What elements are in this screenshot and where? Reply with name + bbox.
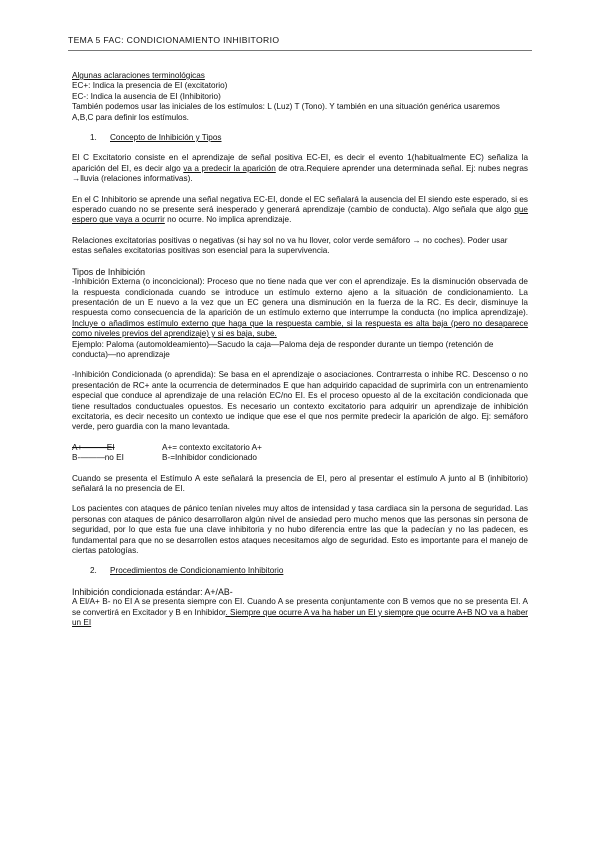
paragraph-ejemplo: Ejemplo: Paloma (automoldeamiento)—Sacudo la caja—Paloma deja de responder durante un tiempo (retención de conducta)—no aprendizaje <box>72 339 494 359</box>
document-body <box>72 71 528 628</box>
section-title-text: Procedimientos de Condicionamiento Inhibitorio <box>110 566 284 576</box>
diagram-arrow-a: A+———EI <box>72 442 115 452</box>
paragraph-estandar <box>72 597 528 628</box>
paragraph-inhibicion-externa <box>72 277 528 339</box>
underlined-text: que espero que vaya a ocurrir <box>72 205 528 225</box>
diagram-arrow-b: B-———no EI <box>72 453 124 463</box>
diagram-row <box>72 443 528 453</box>
section-2-title <box>72 566 528 576</box>
section-number: 1. <box>90 133 97 143</box>
underlined-text: . Siempre que ocurre A va ha haber un EI y siempre que ocurre A+B NO va a haber un EI <box>72 607 528 628</box>
header-divider <box>68 50 532 51</box>
aclaraciones-line: EC-: Indica la ausencia de EI (Inhibitorio) <box>72 91 221 101</box>
text-run: -Inhibición Externa (o inconcicional): Proceso que no tiene nada que ver con el aprendizaje. Es la disminución observada de la respuesta condicionada cuando se introduce un estímulo externo ajeno a la situación de condicionamiento. La presentación de un E nuevo a la vez que un EC genera una disminución en la fuerza de la RC. Es decir, disminuye la respuesta como consecuencia de la aparición de un estímulo externo que interrumpe la conducta (no implica aprendizaje). <box>72 277 528 318</box>
text-run: En el C Inhibitorio se aprende una señal negativa EC-EI, donde el EC señalará la ausencia del EI siendo este esperado, si es esperado cuando no se presente será inesperado y generará aprendizaje (cambio de conducta). Algo señala que algo <box>72 194 528 215</box>
paragraph-estimulo: Cuando se presenta el Estímulo A este señalará la presencia de EI, pero al presentar el estímulo A junto al B (inhibitorio) señalará la no presencia de EI. <box>72 473 528 493</box>
diagram-row <box>72 453 528 463</box>
text-run: El C Excitatorio consiste en el aprendizaje de señal positiva EC-EI, es decir el evento 1(habitualmente EC) señaliza la aparición del EI, es decir algo <box>72 153 528 173</box>
page-header: TEMA 5 FAC: CONDICIONAMIENTO INHIBITORIO <box>68 35 280 45</box>
text-run: de otra.Requiere aprender una determinada señal. Ej: nubes negras →lluvia (relaciones informativas). <box>72 163 529 184</box>
underlined-text: Incluye o añadimos estímulo externo que haga que la respuesta cambie, si la respuesta es alta baja (pero no desaparece como niveles previos del aprendizaje) y si es baja, sube. <box>72 318 528 339</box>
paragraph-panico: Los pacientes con ataques de pánico tenían niveles muy altos de intensidad y tasa cardiaca sin la persona de seguridad. Las personas con ataques de pánico desarrollaron algún nivel de ansiedad pero mucho menos que las personas sin persona de seguridad, por lo que esta fue una clave inhibitoria y no hubo diferencia entre las que la padecían y no las padecen, es fundamental para que no se desarrollen estos ataques necesitamos algo de seguridad. Esto es importante para el manejo de ciertas patologías. <box>72 504 528 556</box>
text-run: A EI/A+ B- no EI A se presenta siempre con EI. Cuando A se presenta conjuntamente con B vemos que no se presenta EI. A se convertirá en Excitador y B en Inhibidor <box>72 597 528 617</box>
text-run: no ocurre. No implica aprendizaje. <box>164 215 292 225</box>
tipos-heading: Tipos de Inhibición <box>72 266 146 277</box>
paragraph-inhibitorio <box>72 195 528 226</box>
paragraph-inhibicion-condicionada: -Inhibición Condicionada (o aprendida): Se basa en el aprendizaje o asociaciones. Contrarresta o inhibe RC. Descenso o no presentación de RC+ ante la ocurrencia de determinados E que han adquirido capacidad de suprimirla con un entrenamiento especial que conduce al aprendizaje de una relación EC/no EI. Es el proceso opuesto al de la excitación condicionada que tiene resultados conductuales opuestos. Es necesario un contexto excitatorio para adquirir un aprendizaje de inhibición excitatoria, es decir necesito un contexto ue indique que ese el que nos permite predecir la aparición de algo. Ej: semáforo verde, pero guardia con la mano levantada. <box>72 370 528 432</box>
aclaraciones-line: A,B,C para definir los estímulos. <box>72 112 189 122</box>
paragraph-excitatorio <box>72 153 528 184</box>
section-number: 2. <box>90 566 97 576</box>
diagram-label: B-=Inhibidor condicionado <box>162 453 257 463</box>
underlined-text: va a predecir la aparición <box>183 163 276 173</box>
section-1-title <box>72 133 528 143</box>
aclaraciones-line: EC+: Indica la presencia de EI (excitatorio) <box>72 81 228 91</box>
aclaraciones-heading: Algunas aclaraciones terminológicas <box>72 71 205 80</box>
diagram-label: A+= contexto excitatorio A+ <box>162 442 262 452</box>
section-title-text: Concepto de Inhibición y Tipos <box>110 133 222 143</box>
aclaraciones-line: También podemos usar las iniciales de los estímulos: L (Luz) T (Tono). Y también en una situación genérica usaremos <box>72 102 500 112</box>
estandar-heading: Inhibición condicionada estándar: A+/AB- <box>72 586 233 597</box>
paragraph-relaciones: Relaciones excitatorias positivas o negativas (si hay sol no va hu llover, color verde semáforo → no coches). Poder usar estas señales excitatorias positivas son esencial para la supervivencia. <box>72 235 508 256</box>
